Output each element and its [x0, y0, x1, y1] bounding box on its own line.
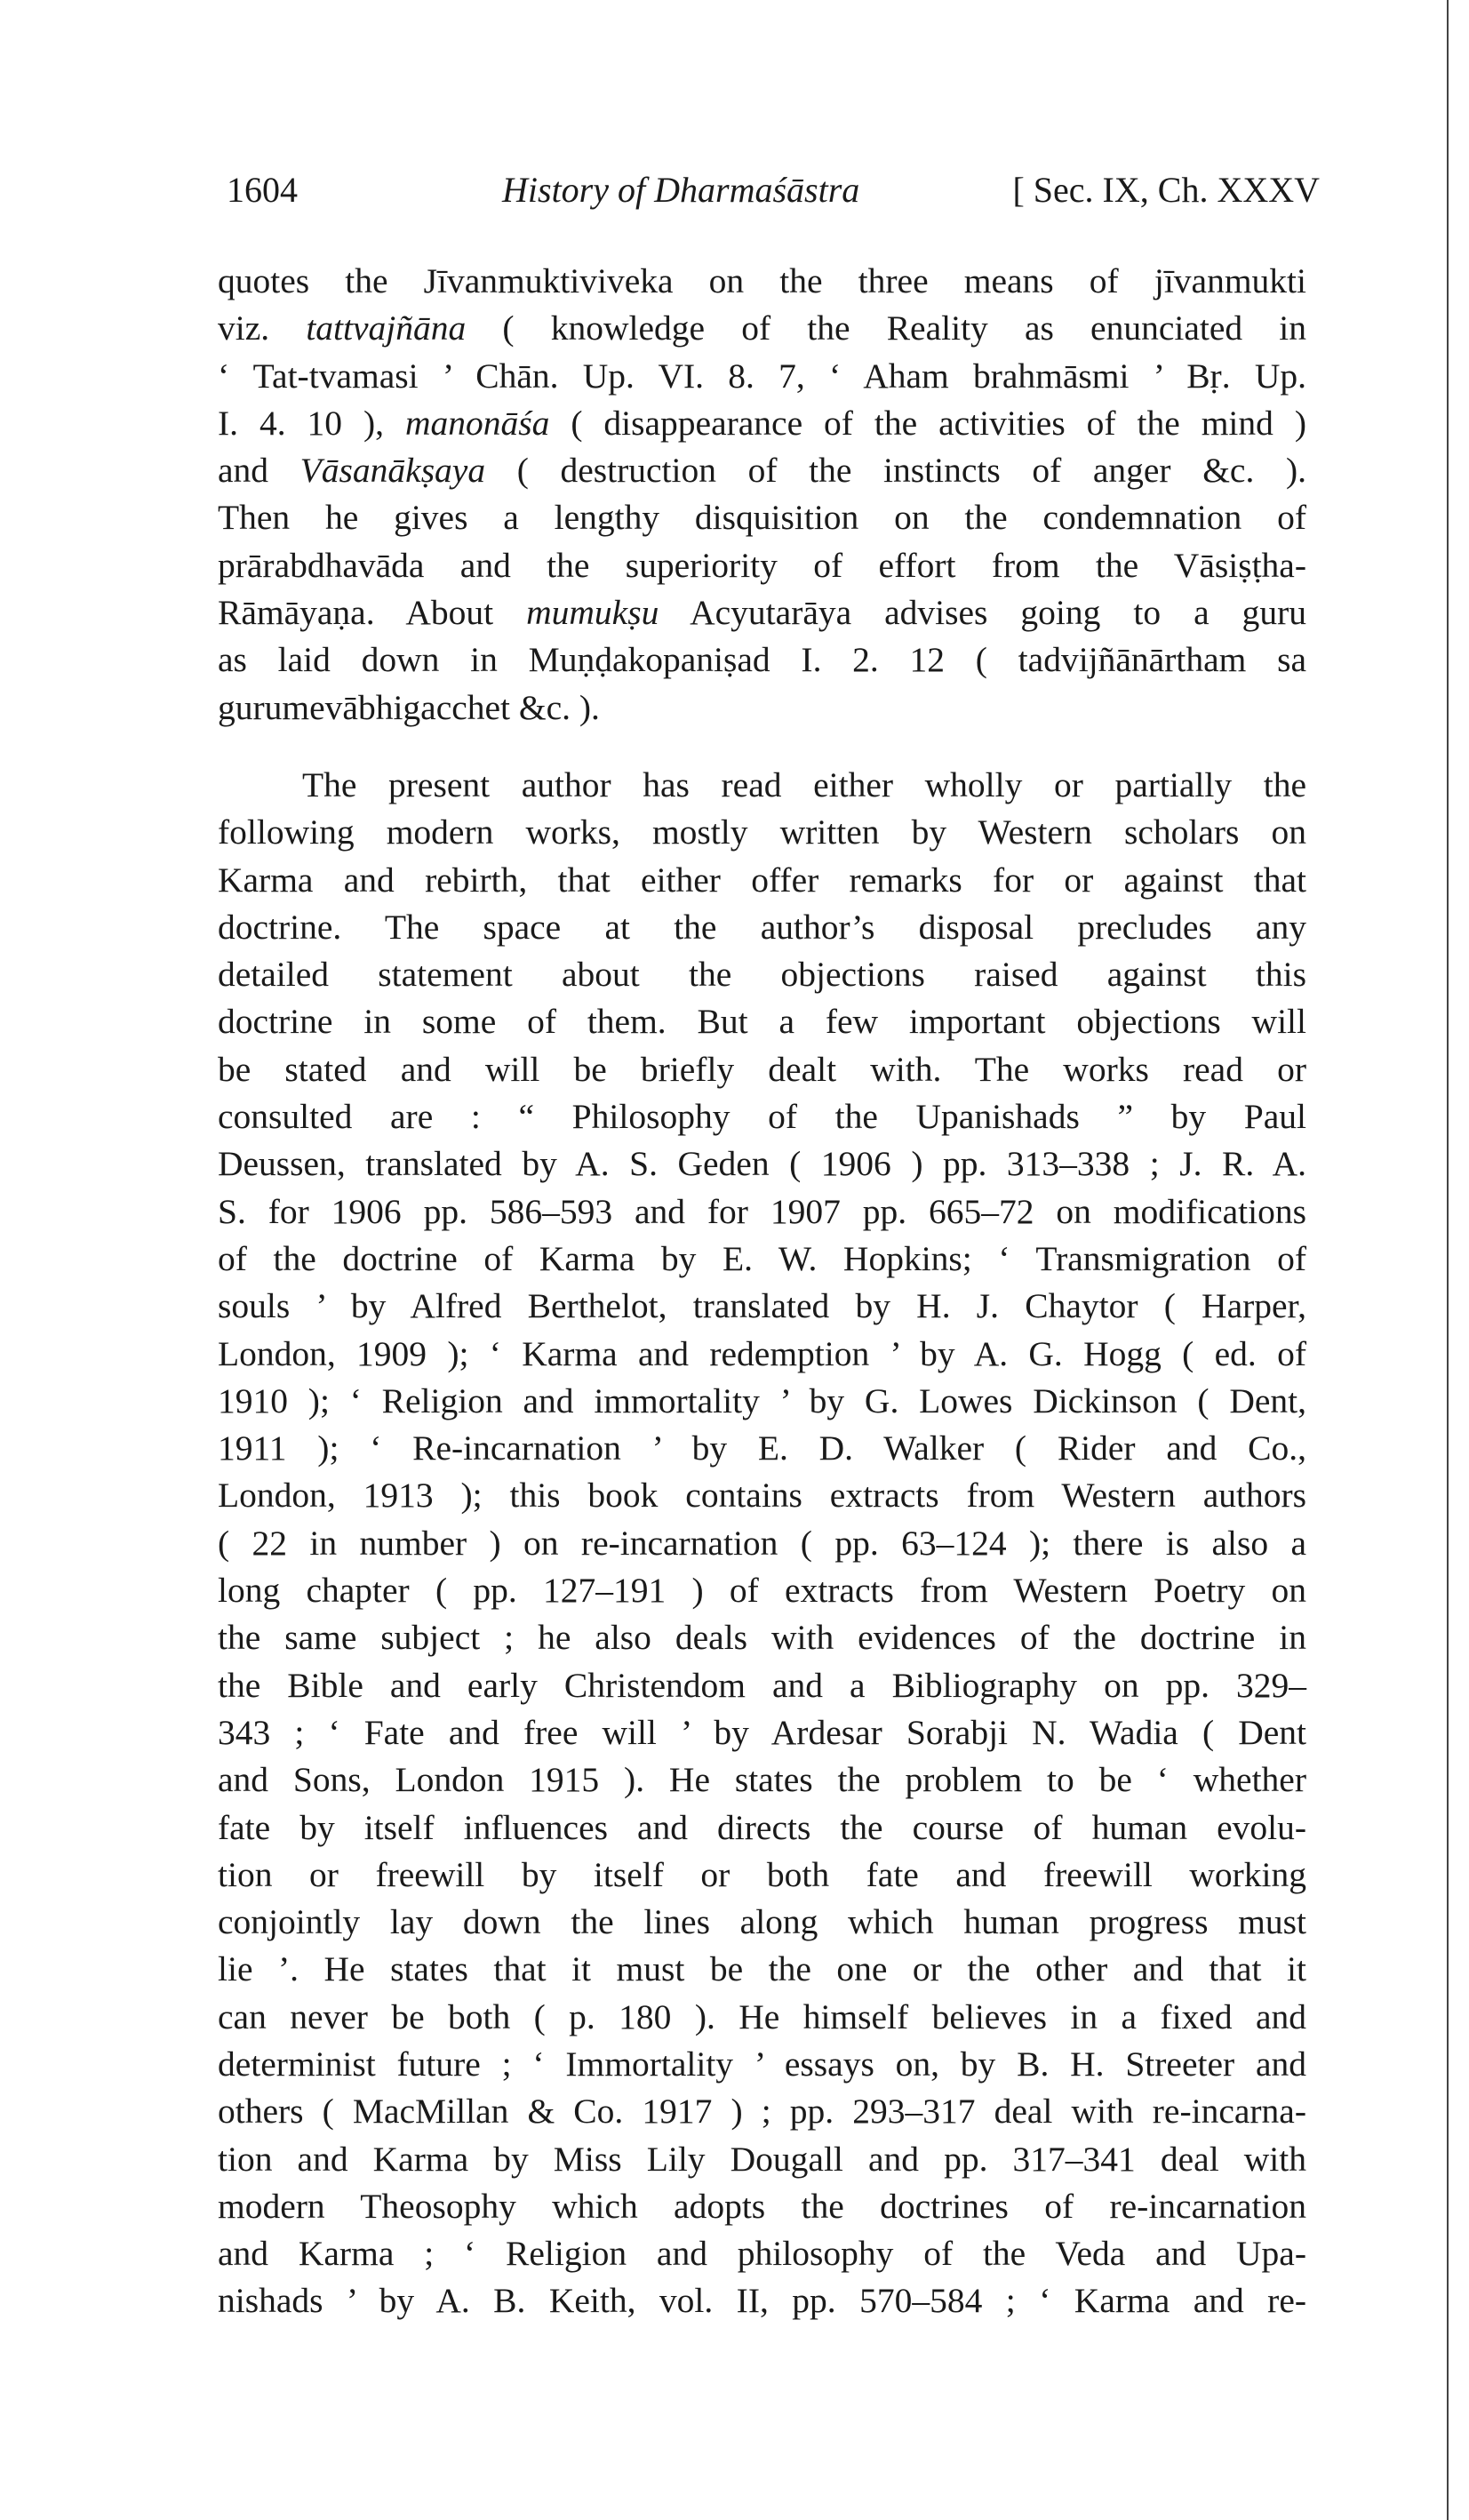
text-line: 1910 ); ‘ Religion and immortality ’ by G. Lowes Dickinson ( Dent, [218, 1380, 1306, 1420]
text-segment: gurumevābhigacchet &c. ). [218, 687, 600, 727]
text-line: 1911 ); ‘ Re-incarnation ’ by E. D. Walker ( Rider and Co., [218, 1428, 1306, 1468]
text-line [218, 636, 1306, 684]
text-line: S. for 1906 pp. 586–593 and for 1907 pp. 665–72 on modifications [218, 1191, 1306, 1231]
section-reference: [ Sec. IX, Ch. XXXV [1012, 170, 1320, 210]
paragraph-gap [218, 732, 1306, 762]
text-line: Karma and rebirth, that either offer remarks for or against that [218, 860, 1306, 900]
page-number: 1604 [227, 170, 298, 210]
text-segment: as laid down in Muṇḍakopaniṣad I. 2. 12 ( tadvijñānārtham sa [218, 640, 1306, 680]
text-segment: quotes the Jīvanmuktiviveka on the three means of jīvanmukti [218, 261, 1306, 300]
text-line: tion and Karma by Miss Lily Dougall and pp. 317–341 deal with [218, 2139, 1306, 2179]
italic-term: mumukṣu [526, 593, 659, 633]
text-line [218, 494, 1306, 541]
text-line: following modern works, mostly written by Western scholars on [218, 812, 1306, 852]
text-line [218, 400, 1306, 447]
text-line [218, 542, 1306, 589]
text-line: be stated and will be briefly dealt with. The works read or [218, 1049, 1306, 1089]
text-segment: ( disappearance of the activities of the mind ) [549, 403, 1306, 443]
text-line: detailed statement about the objections raised against this [218, 955, 1306, 995]
text-line: ( 22 in number ) on re-incarnation ( pp. 63–124 ); there is also a [218, 1523, 1306, 1563]
text-segment: Rāmāyaṇa. About [218, 593, 527, 633]
text-line: nishads ’ by A. B. Keith, vol. II, pp. 570–584 ; ‘ Karma and re- [218, 2281, 1306, 2321]
text-line: tion or freewill by itself or both fate and freewill working [218, 1854, 1306, 1894]
paragraph-2 [218, 762, 1306, 2325]
running-title: History of Dharmaśāstra [502, 170, 860, 210]
text-line: consulted are : “ Philosophy of the Upanishads ” by Paul [218, 1097, 1306, 1137]
text-line: determinist future ; ‘ Immortality ’ essays on, by B. H. Streeter and [218, 2044, 1306, 2084]
text-line: The present author has read either wholly or partially the [302, 764, 1306, 804]
page-edge-line [1447, 0, 1449, 2520]
text-segment: ‘ Tat-tvamasi ’ Chān. Up. VI. 8. 7, ‘ Aham brahmāsmi ’ Bṛ. Up. [218, 356, 1306, 396]
text-line: and Karma ; ‘ Religion and philosophy of the Veda and Upa- [218, 2234, 1306, 2274]
text-line: London, 1913 ); this book contains extracts from Western authors [218, 1476, 1306, 1516]
text-line: lie ’. He states that it must be the one or the other and that it [218, 1949, 1306, 1989]
text-line: London, 1909 ); ‘ Karma and redemption ’ by A. G. Hogg ( ed. of [218, 1333, 1306, 1373]
page-header [227, 169, 1320, 222]
text-line: modern Theosophy which adopts the doctrines of re-incarnation [218, 2186, 1306, 2226]
text-line: doctrine. The space at the author’s disposal precludes any [218, 907, 1306, 947]
text-line: the Bible and early Christendom and a Bibliography on pp. 329– [218, 1665, 1306, 1705]
text-line: others ( MacMillan & Co. 1917 ) ; pp. 293–317 deal with re-incarna- [218, 2092, 1306, 2132]
text-line: and Sons, London 1915 ). He states the problem to be ‘ whether [218, 1760, 1306, 1800]
text-segment: Then he gives a lengthy disquisition on the condemnation of [218, 498, 1306, 538]
text-line: doctrine in some of them. But a few important objections will [218, 1002, 1306, 1042]
text-line: Deussen, translated by A. S. Geden ( 1906 ) pp. 313–338 ; J. R. A. [218, 1144, 1306, 1184]
text-line: can never be both ( p. 180 ). He himself believes in a fixed and [218, 1996, 1306, 2036]
text-segment: and [218, 451, 300, 491]
italic-term: manonāśa [404, 403, 550, 443]
paragraph-1 [218, 258, 1306, 732]
text-line: the same subject ; he also deals with evidences of the doctrine in [218, 1618, 1306, 1658]
text-line [218, 447, 1306, 494]
text-line [218, 305, 1306, 352]
text-line [218, 258, 1306, 305]
italic-term: Vāsanākṣaya [299, 451, 486, 491]
text-segment: prārabdhavāda and the superiority of effort from the Vāsiṣṭha- [218, 545, 1306, 585]
text-line: long chapter ( pp. 127–191 ) of extracts from Western Poetry on [218, 1571, 1306, 1611]
text-segment: ( destruction of the instincts of anger &c. ). [485, 451, 1306, 491]
text-segment: viz. [218, 308, 307, 348]
text-line: souls ’ by Alfred Berthelot, translated by H. J. Chaytor ( Harper, [218, 1286, 1306, 1326]
text-line: of the doctrine of Karma by E. W. Hopkins; ‘ Transmigration of [218, 1238, 1306, 1278]
text-line: conjointly lay down the lines along which human progress must [218, 1902, 1306, 1942]
text-line [218, 684, 1306, 732]
text-line: 343 ; ‘ Fate and free will ’ by Ardesar Sorabji N. Wadia ( Dent [218, 1712, 1306, 1752]
body-text [218, 258, 1306, 2325]
text-segment: Acyutarāya advises going to a guru [659, 593, 1306, 633]
text-segment: I. 4. 10 ), [218, 403, 405, 443]
text-line [218, 589, 1306, 636]
text-line [218, 353, 1306, 400]
text-segment: ( knowledge of the Reality as enunciated in [466, 308, 1306, 348]
italic-term: tattvajñāna [306, 308, 467, 348]
text-line: fate by itself influences and directs the course of human evolu- [218, 1807, 1306, 1847]
